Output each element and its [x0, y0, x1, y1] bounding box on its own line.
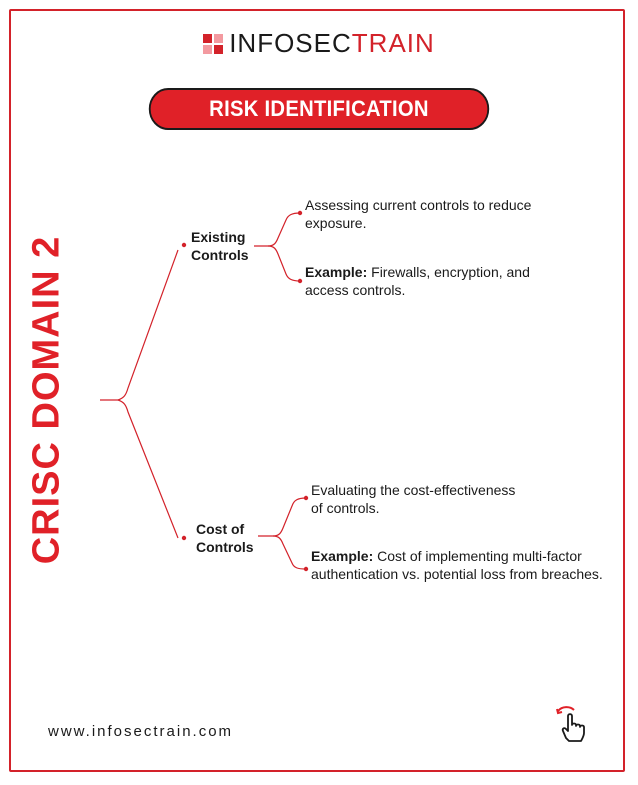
- hand-pointer-icon: [554, 704, 590, 744]
- branch-label-line: Controls: [191, 247, 249, 263]
- description-line: Assessing current controls to reduce: [305, 197, 532, 213]
- branch-label-line: Cost of: [196, 521, 245, 537]
- node-existing-dot: [182, 243, 186, 247]
- example-line: access controls.: [305, 282, 406, 298]
- description-line: of controls.: [311, 500, 380, 516]
- example-line: authentication vs. potential loss from breaches.: [311, 566, 603, 582]
- brand-name-dark: INFOSEC: [229, 28, 352, 58]
- example-prefix: Example:: [305, 264, 368, 280]
- desc2-dot: [304, 496, 308, 500]
- main-bracket-lower: [118, 400, 178, 538]
- desc1-dot: [298, 211, 302, 215]
- website-link[interactable]: www.infosectrain.com: [48, 723, 234, 740]
- sub-bracket-lower-lower: [273, 536, 306, 569]
- sub-bracket-upper-lower: [268, 246, 300, 281]
- example-line: Firewalls, encryption, and: [367, 264, 530, 280]
- branch-label-line: Controls: [196, 539, 254, 555]
- branch-cost-of-controls: [196, 520, 254, 556]
- example-existing-controls: [305, 263, 530, 299]
- branch-existing-controls: [191, 228, 249, 264]
- description-existing-controls: [305, 196, 531, 232]
- brand-name-accent: TRAIN: [351, 28, 435, 58]
- example-prefix: Example:: [311, 548, 374, 564]
- banner-title: RISK IDENTIFICATION: [209, 96, 429, 121]
- sub-bracket-upper: [254, 213, 300, 246]
- description-cost-of-controls: [311, 481, 515, 517]
- branch-label-line: Existing: [191, 229, 246, 245]
- side-title: CRISC DOMAIN 2: [25, 235, 68, 565]
- sub-bracket-lower: [258, 498, 306, 536]
- main-bracket: [118, 250, 178, 400]
- example1-dot: [298, 279, 302, 283]
- example2-dot: [304, 567, 308, 571]
- example-cost-of-controls: [311, 547, 603, 583]
- description-line: exposure.: [305, 215, 367, 231]
- node-cost-dot: [182, 536, 186, 540]
- example-line: Cost of implementing multi-factor: [373, 548, 582, 564]
- description-line: Evaluating the cost-effectiveness: [311, 482, 516, 498]
